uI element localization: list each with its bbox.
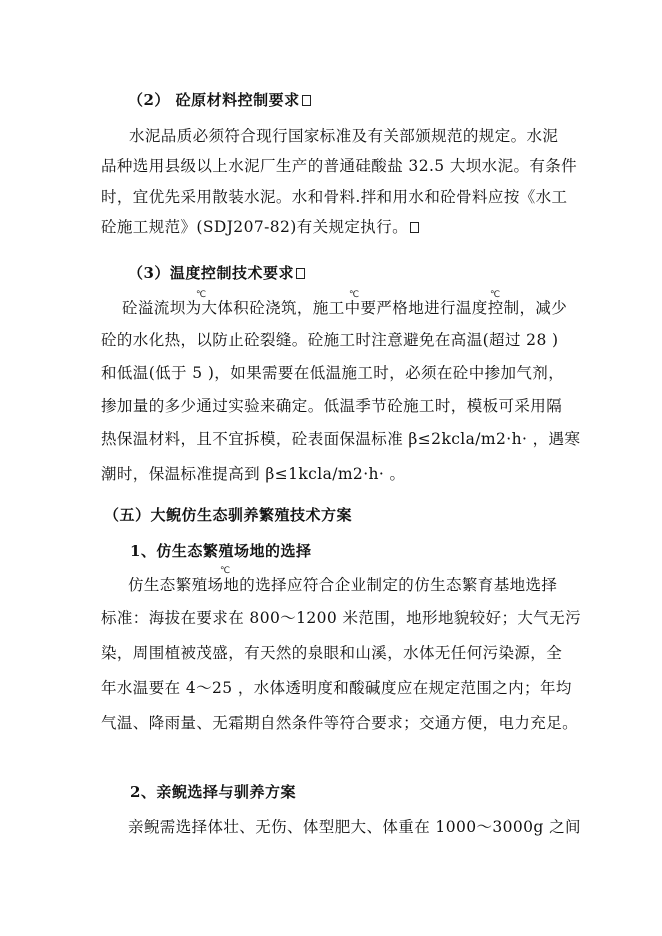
subsection-1-line-2: 标准：海拔在要求在 800～1200 米范围，地形地貌较好；大气无污 — [101, 609, 581, 627]
degree-mark: ℃ — [196, 290, 207, 300]
placeholder-box-icon — [410, 222, 419, 233]
placeholder-box-icon — [302, 95, 311, 106]
degree-mark: ℃ — [220, 566, 231, 576]
section-3-line-6: 潮时，保温标准提高到 β≤1kcla/m2·h· 。 — [101, 465, 406, 483]
subsection-1-line-3: 染，周围植被茂盛，有天然的泉眼和山溪，水体无任何污染源，全 — [101, 644, 563, 662]
section-2-heading: （2） 砼原材料控制要求 — [128, 89, 311, 110]
section-3-line-3: 和低温(低于 5 )，如果需要在低温施工时，必须在砼中掺加气剂， — [101, 364, 565, 382]
section-3-line-1: 砼溢流坝为大体积砼浇筑，施工中要严格地进行温度控制，减少 — [122, 299, 568, 317]
subsection-2-heading: 2、亲鲵选择与驯养方案 — [130, 783, 296, 801]
section-2-line-3: 时，宜优先采用散装水泥。水和骨料.拌和用水和砼骨料应按《水工 — [101, 188, 568, 206]
degree-mark: ℃ — [349, 290, 360, 300]
section-3-line-4: 掺加量的多少通过实验来确定。低温季节砼施工时，模板可采用隔 — [101, 397, 563, 415]
placeholder-box-icon — [296, 268, 305, 279]
subsection-2-line-1: 亲鲵需选择体壮、无伤、体型肥大、体重在 1000～3000g 之间 — [128, 818, 581, 836]
degree-mark: ℃ — [490, 290, 501, 300]
section-3-heading: （3）温度控制技术要求 — [128, 262, 305, 283]
section-3-line-5: 热保温材料，且不宜拆模，砼表面保温标准 β≤2kcla/m2·h· ，遇寒 — [101, 430, 581, 448]
section-2-line-2: 品种选用县级以上水泥厂生产的普通硅酸盐 32.5 大坝水泥。有条件 — [101, 157, 578, 175]
subsection-1-line-4: 年水温要在 4～25 ，水体透明度和酸碱度应在规定范围之内；年均 — [101, 679, 572, 697]
section-3-line-2: 砼的水化热，以防止砼裂缝。砼施工时注意避免在高温(超过 28 ) — [101, 331, 559, 349]
section-5-heading: （五）大鲵仿生态驯养繁殖技术方案 — [104, 506, 353, 524]
section-2-line-4: 砼施工规范》(SDJ207-82)有关规定执行。 — [101, 215, 419, 237]
subsection-1-heading: 1、仿生态繁殖场地的选择 — [130, 542, 312, 560]
section-2-line-1: 水泥品质必须符合现行国家标准及有关部颁规范的规定。水泥 — [129, 127, 559, 145]
subsection-1-line-5: 气温、降雨量、无霜期自然条件等符合要求；交通方便，电力充足。 — [101, 714, 579, 732]
subsection-1-line-1: 仿生态繁殖场地的选择应符合企业制定的仿生态繁育基地选择 — [128, 576, 558, 594]
